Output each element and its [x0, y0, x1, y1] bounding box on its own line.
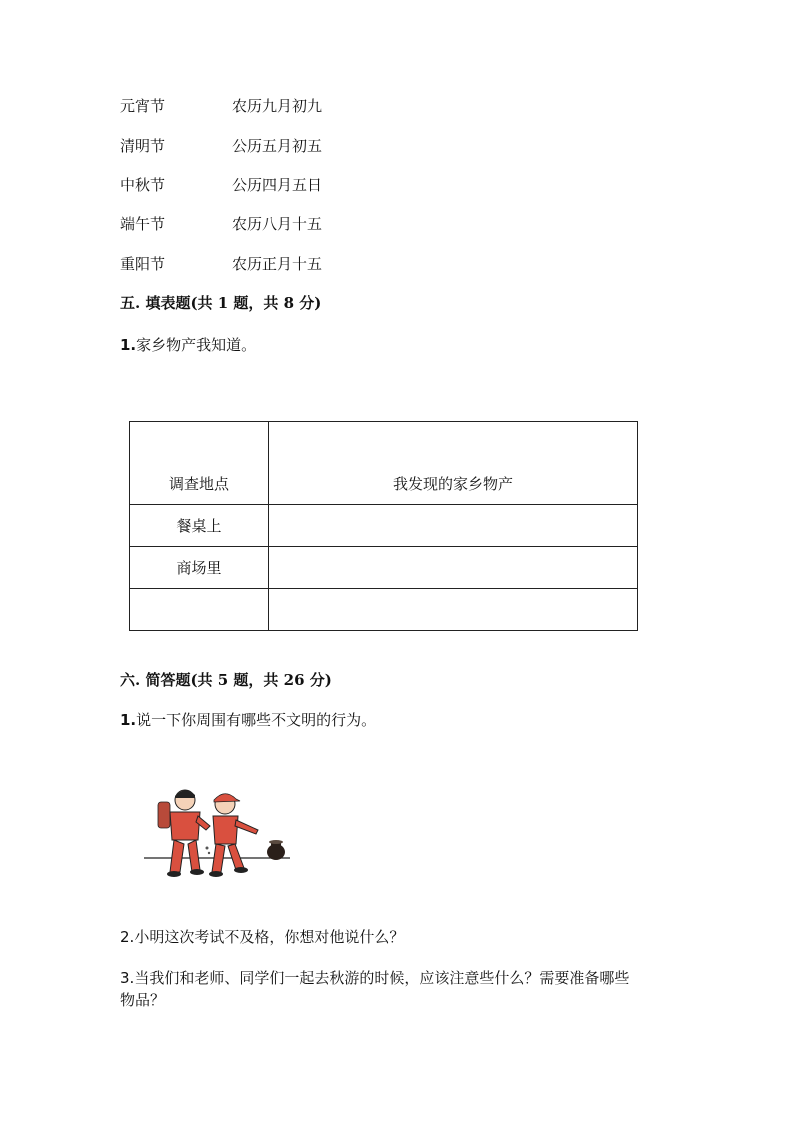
question-number: 2. [120, 928, 135, 946]
section6-question-1 [120, 710, 376, 730]
row-location: 餐桌上 [130, 505, 269, 547]
match-right-1: 农历九月初九 [232, 97, 323, 115]
two-boys-spitting-illustration [140, 782, 300, 882]
question-text: 小明这次考试不及格，你想对他说什么？ [134, 928, 405, 946]
section5-question-1 [120, 335, 256, 355]
table-row [130, 505, 638, 547]
table-row [130, 589, 638, 631]
question-number: 1. [120, 711, 137, 729]
row-location[interactable] [130, 589, 269, 631]
question-text: 说一下你周围有哪些不文明的行为。 [136, 711, 377, 729]
survey-table [129, 421, 638, 631]
question-text: 当我们和老师、同学们一起去秋游的时候，应该注意些什么？需要准备哪些 [134, 969, 630, 987]
section6-question-3-continued: 物品？ [120, 991, 166, 1009]
match-left-2: 清明节 [120, 137, 166, 155]
section6-question-3 [120, 968, 629, 988]
match-right-4: 农历八月十五 [232, 215, 323, 233]
header-products: 我发现的家乡物产 [269, 422, 638, 505]
question-number: 1. [120, 336, 137, 354]
row-answer-cell[interactable] [269, 589, 638, 631]
table-header-row [130, 422, 638, 505]
boy-right-figure [209, 794, 258, 877]
match-left-5: 重阳节 [120, 255, 166, 273]
row-location: 商场里 [130, 547, 269, 589]
match-left-3: 中秋节 [120, 176, 166, 194]
match-right-2: 公历五月初五 [232, 137, 323, 155]
spittoon-icon [267, 840, 285, 860]
header-location: 调查地点 [130, 422, 269, 505]
match-left-1: 元宵节 [120, 97, 166, 115]
boy-left-figure [158, 790, 210, 877]
question-text: 家乡物产我知道。 [136, 336, 257, 354]
match-right-3: 公历四月五日 [232, 176, 323, 194]
match-right-5: 农历正月十五 [232, 255, 323, 273]
table-row [130, 547, 638, 589]
section6-heading: 六. 简答题(共 5 题，共 26 分) [120, 671, 332, 689]
row-answer-cell[interactable] [269, 505, 638, 547]
row-answer-cell[interactable] [269, 547, 638, 589]
section6-question-2 [120, 927, 404, 947]
section5-heading: 五. 填表题(共 1 题，共 8 分) [120, 294, 322, 312]
question-number: 3. [120, 969, 135, 987]
match-left-4: 端午节 [120, 215, 166, 233]
